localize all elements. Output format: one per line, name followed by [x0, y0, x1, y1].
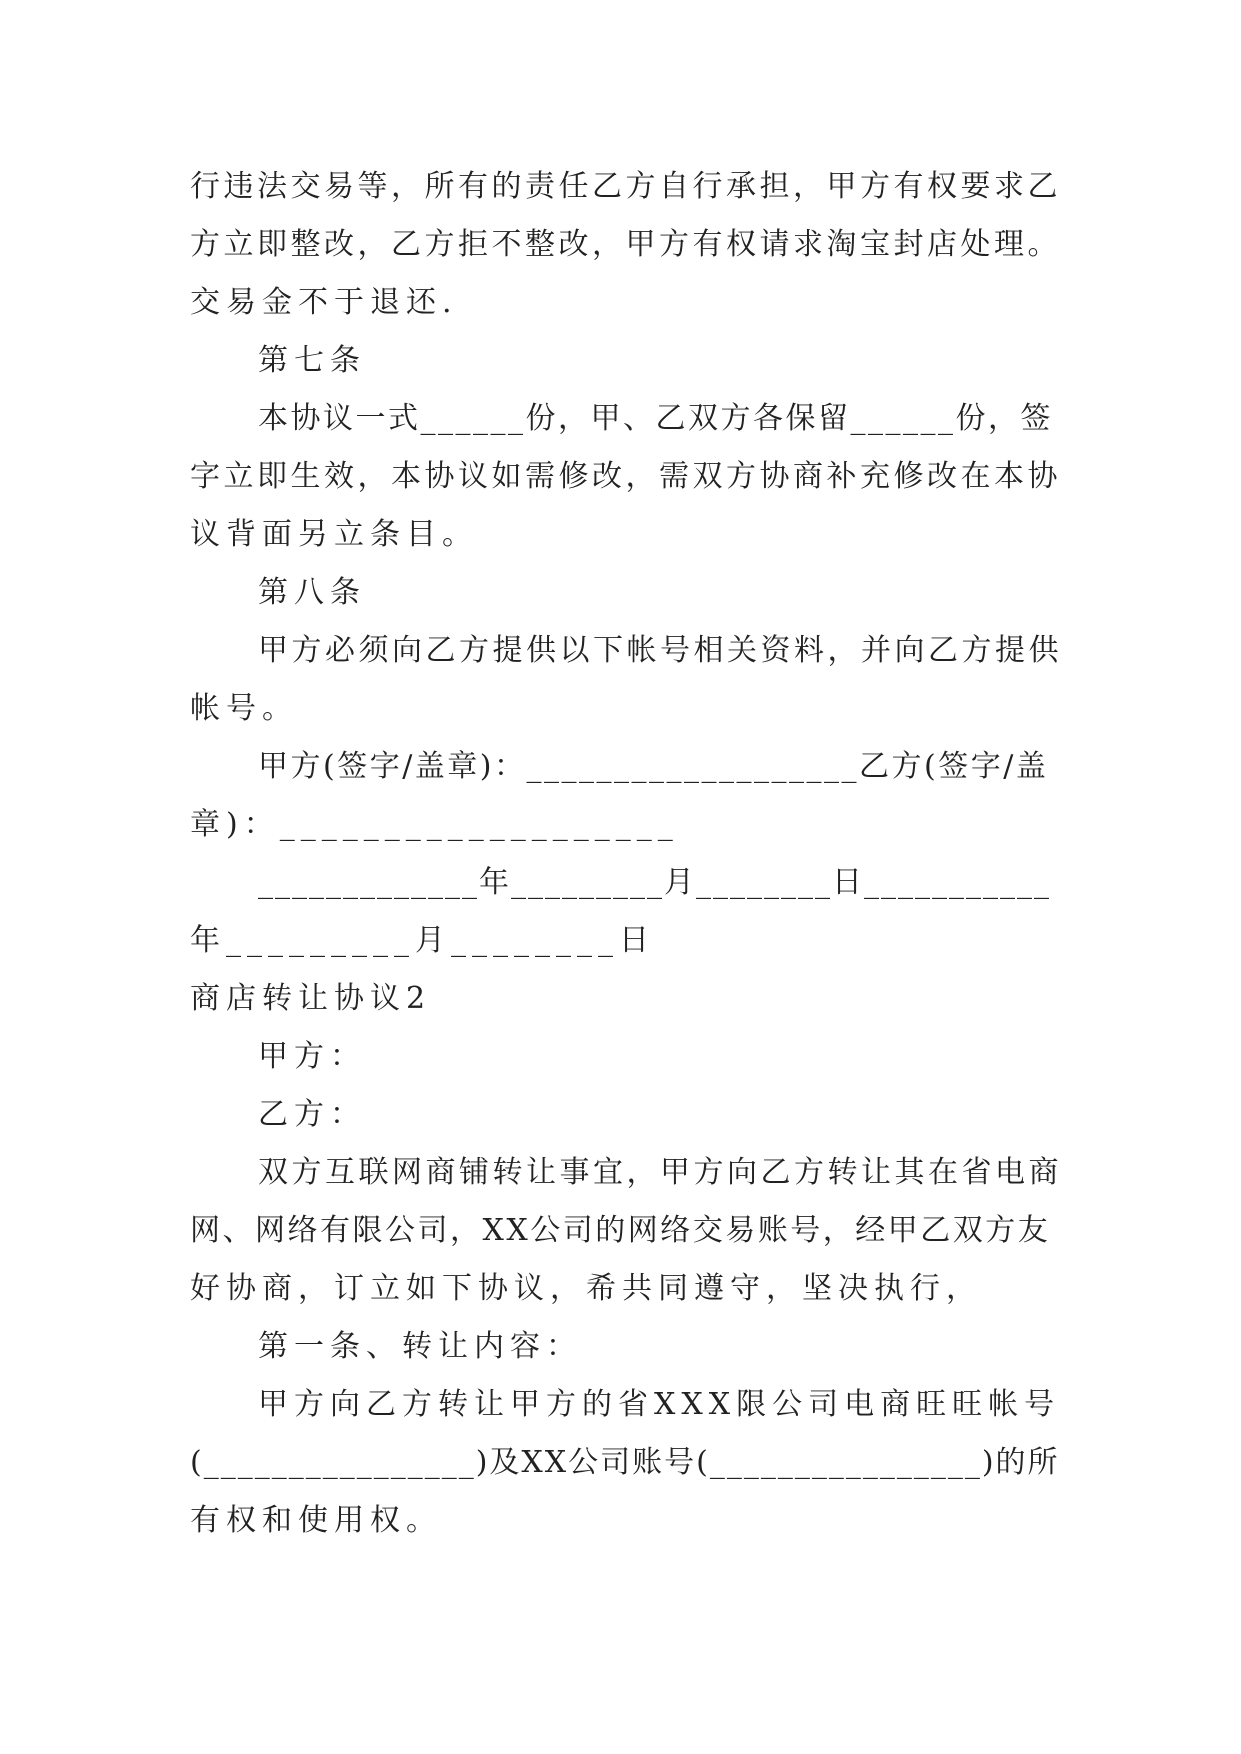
- text-line: 帐号。: [190, 691, 298, 726]
- text-line: 网、网络有限公司，XX公司的网络交易账号，经甲乙双方友: [190, 1213, 1051, 1248]
- signature-line: 甲方(签字/盖章)：___________________乙方(签字/盖: [258, 749, 1049, 784]
- party-b-label: 乙方：: [258, 1097, 366, 1132]
- date-line: 年_________月________日: [190, 923, 655, 958]
- section-title: 商店转让协议2: [190, 981, 432, 1016]
- text-line: 交易金不于退还.: [190, 285, 458, 320]
- text-line: 本协议一式______份，甲、乙双方各保留______份，签: [258, 401, 1053, 436]
- text-line: 好协商，订立如下协议，希共同遵守，坚决执行，: [190, 1271, 982, 1306]
- text-line: 双方互联网商铺转让事宜，甲方向乙方转让其在省电商: [258, 1155, 1062, 1190]
- article-heading: 第八条: [258, 575, 366, 610]
- article-heading: 第七条: [258, 343, 366, 378]
- article-heading: 第一条、转让内容：: [258, 1329, 582, 1364]
- text-line: 字立即生效，本协议如需修改，需双方协商补充修改在本协: [190, 459, 1061, 494]
- document-page: [190, 158, 1062, 1550]
- text-line: 甲方必须向乙方提供以下帐号相关资料，并向乙方提供: [258, 633, 1062, 668]
- party-a-label: 甲方：: [258, 1039, 366, 1074]
- text-line: 方立即整改，乙方拒不整改，甲方有权请求淘宝封店处理。: [190, 227, 1061, 262]
- text-line: 行违法交易等，所有的责任乙方自行承担，甲方有权要求乙: [190, 169, 1061, 204]
- text-line: 议背面另立条目。: [190, 517, 478, 552]
- text-line: 有权和使用权。: [190, 1503, 442, 1538]
- text-line: 甲方向乙方转让甲方的省XXX限公司电商旺旺帐号: [258, 1387, 1061, 1422]
- text-line: (________________)及XX公司账号(________________)的所: [190, 1445, 1060, 1480]
- signature-line: 章)：___________________: [190, 807, 679, 842]
- date-line: _____________年_________月________日___________: [258, 865, 1051, 900]
